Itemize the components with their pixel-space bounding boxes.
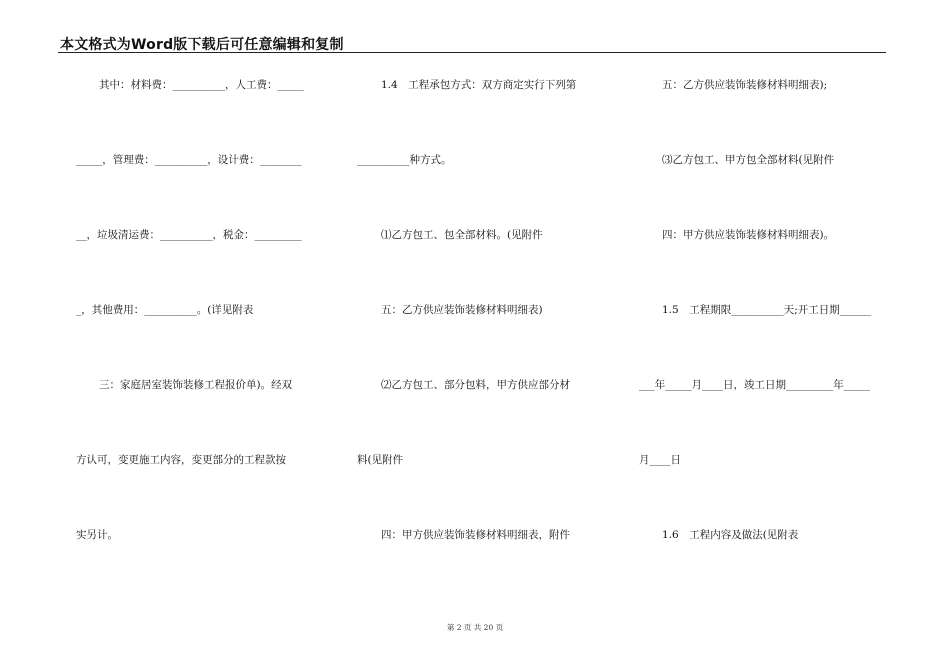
col3-line-1: 五：乙方供应装饰装修材料明细表); [662, 79, 828, 91]
col3-line-7: 1.6 工程内容及做法(见附表 [662, 529, 799, 541]
col3-line-6: 月____日 [639, 454, 681, 466]
page-number-footer: 第 2 页 共 20 页 [446, 623, 504, 632]
col2-line-6: 料(见附件 [357, 454, 404, 466]
col3-line-5: ___年_____月____日，竣工日期_________年_____ [639, 379, 870, 391]
col1-line-5: 三：家庭居室装饰装修工程报价单)。经双 [99, 379, 293, 391]
col2-line-5: ⑵乙方包工、部分包料，甲方供应部分材 [381, 379, 570, 391]
col1-line-3: __，垃圾清运费：__________，税金：_________ [76, 229, 302, 241]
col1-line-7: 实另计。 [76, 529, 118, 541]
col1-line-2: _____，管理费：__________，设计费：________ [76, 154, 302, 166]
col3-line-2: ⑶乙方包工、甲方包全部材料(见附件 [662, 154, 835, 166]
col1-line-4: _，其他费用：__________。(详见附表 [76, 304, 254, 316]
col2-line-1: 1.4 工程承包方式：双方商定实行下列第 [381, 79, 577, 91]
col3-line-4: 1.5 工程期限__________天;开工日期______ [662, 304, 872, 316]
col1-line-6: 方认可，变更施工内容，变更部分的工程款按 [76, 454, 286, 466]
col3-line-3: 四：甲方供应装饰装修材料明细表)。 [662, 229, 835, 241]
col2-line-7: 四：甲方供应装饰装修材料明细表，附件 [381, 529, 570, 541]
col2-line-2: __________种方式。 [357, 154, 452, 166]
document-header-title: 本文格式为Word版下载后可任意编辑和复制 [60, 37, 344, 53]
header-rule [58, 52, 886, 53]
col2-line-3: ⑴乙方包工、包全部材料。(见附件 [381, 229, 543, 241]
col1-line-1: 其中：材料费：__________，人工费：_____ [99, 79, 304, 91]
col2-line-4: 五：乙方供应装饰装修材料明细表) [381, 304, 543, 316]
